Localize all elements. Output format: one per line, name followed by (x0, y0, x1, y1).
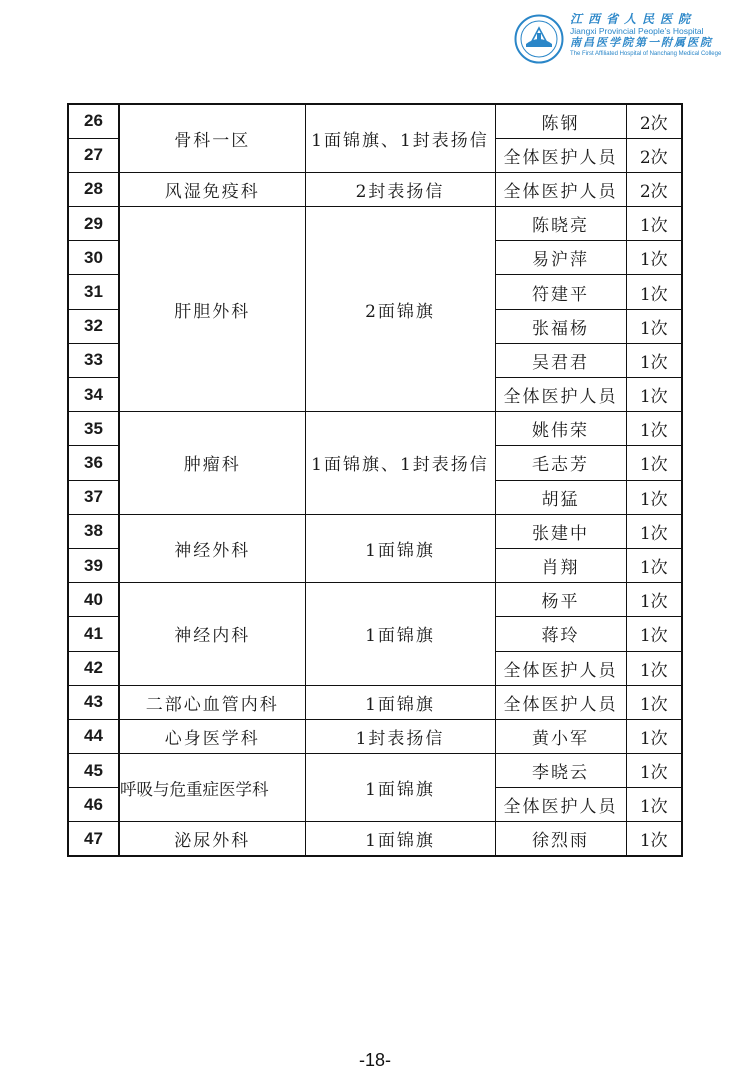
row-number-cell: 30 (68, 241, 119, 275)
row-number-cell: 39 (68, 548, 119, 582)
department-cell: 神经内科 (119, 583, 305, 686)
table-row (68, 822, 682, 856)
award-cell: 1面锦旗 (305, 685, 495, 719)
person-cell: 陈晓亮 (495, 207, 626, 241)
count-cell: 1次 (626, 480, 682, 514)
table-row (68, 412, 682, 446)
table-row (68, 583, 682, 617)
award-cell: 1面锦旗 (305, 754, 495, 822)
person-cell: 毛志芳 (495, 446, 626, 480)
logo-text (570, 12, 742, 58)
table-row (68, 719, 682, 753)
count-cell: 1次 (626, 207, 682, 241)
person-cell: 全体医护人员 (495, 138, 626, 172)
logo-college-en: The First Affiliated Hospital of Nanchang Medical College (570, 51, 722, 57)
department-cell: 心身医学科 (119, 719, 305, 753)
count-cell: 1次 (626, 822, 682, 856)
count-cell: 1次 (626, 309, 682, 343)
person-cell: 全体医护人员 (495, 378, 626, 412)
person-cell: 张福杨 (495, 309, 626, 343)
count-cell: 2次 (626, 104, 682, 138)
table-row (68, 172, 682, 206)
award-cell: 2封表扬信 (305, 172, 495, 206)
table-row (68, 754, 682, 788)
person-cell: 姚伟荣 (495, 412, 626, 446)
row-number-cell: 43 (68, 685, 119, 719)
person-cell: 全体医护人员 (495, 685, 626, 719)
person-cell: 蒋玲 (495, 617, 626, 651)
department-cell: 二部心血管内科 (119, 685, 305, 719)
table-row (68, 104, 682, 138)
count-cell: 1次 (626, 788, 682, 822)
row-number-cell: 37 (68, 480, 119, 514)
person-cell: 李晓云 (495, 754, 626, 788)
count-cell: 1次 (626, 548, 682, 582)
count-cell: 1次 (626, 241, 682, 275)
department-cell: 肿瘤科 (119, 412, 305, 515)
row-number-cell: 32 (68, 309, 119, 343)
department-cell: 泌尿外科 (119, 822, 305, 856)
page-number: -18- (358, 1050, 391, 1070)
row-number-cell: 46 (68, 788, 119, 822)
person-cell: 胡猛 (495, 480, 626, 514)
row-number-cell: 31 (68, 275, 119, 309)
count-cell: 1次 (626, 514, 682, 548)
logo-name-en: Jiangxi Provincial People’s Hospital (570, 26, 704, 36)
row-number-cell: 35 (68, 412, 119, 446)
person-cell: 徐烈雨 (495, 822, 626, 856)
row-number-cell: 33 (68, 343, 119, 377)
row-number-cell: 45 (68, 754, 119, 788)
person-cell: 肖翔 (495, 548, 626, 582)
row-number-cell: 40 (68, 583, 119, 617)
person-cell: 杨平 (495, 583, 626, 617)
table-row (68, 685, 682, 719)
person-cell: 陈钢 (495, 104, 626, 138)
count-cell: 1次 (626, 719, 682, 753)
department-cell: 风湿免疫科 (119, 172, 305, 206)
table-row (68, 514, 682, 548)
row-number-cell: 29 (68, 207, 119, 241)
count-cell: 1次 (626, 343, 682, 377)
person-cell: 张建中 (495, 514, 626, 548)
logo-college-cn: 南昌医学院第一附属医院 (570, 36, 713, 49)
row-number-cell: 26 (68, 104, 119, 138)
person-cell: 全体医护人员 (495, 788, 626, 822)
count-cell: 1次 (626, 378, 682, 412)
award-cell: 2面锦旗 (305, 207, 495, 412)
count-cell: 1次 (626, 617, 682, 651)
row-number-cell: 47 (68, 822, 119, 856)
person-cell: 易沪萍 (495, 241, 626, 275)
person-cell: 黄小军 (495, 719, 626, 753)
department-cell: 肝胆外科 (119, 207, 305, 412)
person-cell: 符建平 (495, 275, 626, 309)
row-number-cell: 28 (68, 172, 119, 206)
count-cell: 1次 (626, 412, 682, 446)
count-cell: 1次 (626, 446, 682, 480)
person-cell: 吴君君 (495, 343, 626, 377)
row-number-cell: 44 (68, 719, 119, 753)
hospital-seal-icon (514, 14, 564, 64)
table-row (68, 207, 682, 241)
department-cell: 神经外科 (119, 514, 305, 582)
department-cell: 呼吸与危重症医学科 (119, 754, 305, 822)
hospital-logo (514, 12, 740, 68)
commendation-table (67, 103, 683, 857)
count-cell: 2次 (626, 138, 682, 172)
logo-name-cn: 江西省人民医院 (570, 12, 697, 26)
count-cell: 1次 (626, 651, 682, 685)
row-number-cell: 38 (68, 514, 119, 548)
count-cell: 1次 (626, 685, 682, 719)
person-cell: 全体医护人员 (495, 172, 626, 206)
award-cell: 1面锦旗 (305, 822, 495, 856)
person-cell: 全体医护人员 (495, 651, 626, 685)
award-cell: 1封表扬信 (305, 719, 495, 753)
row-number-cell: 34 (68, 378, 119, 412)
award-cell: 1面锦旗、1封表扬信 (305, 104, 495, 172)
award-cell: 1面锦旗 (305, 583, 495, 686)
count-cell: 2次 (626, 172, 682, 206)
count-cell: 1次 (626, 275, 682, 309)
count-cell: 1次 (626, 583, 682, 617)
row-number-cell: 27 (68, 138, 119, 172)
table-body (68, 104, 682, 856)
row-number-cell: 41 (68, 617, 119, 651)
award-cell: 1面锦旗 (305, 514, 495, 582)
row-number-cell: 42 (68, 651, 119, 685)
count-cell: 1次 (626, 754, 682, 788)
department-cell: 骨科一区 (119, 104, 305, 172)
row-number-cell: 36 (68, 446, 119, 480)
award-cell: 1面锦旗、1封表扬信 (305, 412, 495, 515)
